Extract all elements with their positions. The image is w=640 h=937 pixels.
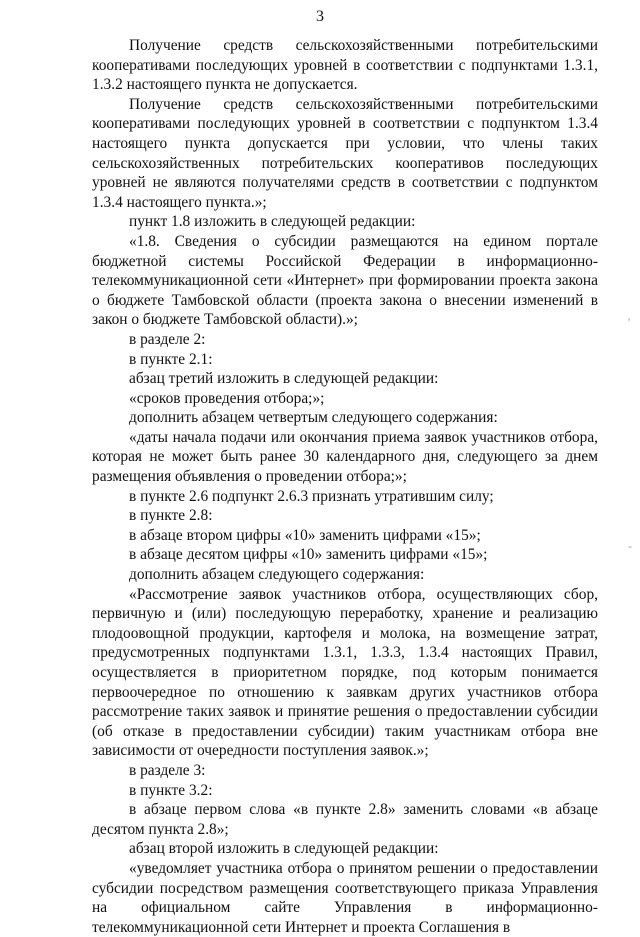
margin-mark: ' — [628, 315, 631, 329]
paragraph: дополнить абзацем четвертым следующего содержания: — [129, 409, 498, 427]
paragraph: абзац второй изложить в следующей редакции: — [129, 840, 439, 858]
paragraph: в абзаце втором цифры «10» заменить цифрами «15»; — [129, 526, 481, 544]
paragraph: «уведомляет участника отбора о принятом решении о предоставлении субсидии посредством размещения соответствующего приказа Управления на официальном сайте Управления в информационно-телекоммуникационной сети Интернет и проекта Соглашения в — [92, 859, 598, 936]
paragraph: в разделе 3: — [129, 761, 206, 779]
margin-mark: - — [628, 539, 632, 553]
document-body — [92, 36, 598, 937]
paragraph: пункт 1.8 изложить в следующей редакции: — [129, 213, 416, 231]
paragraph: в разделе 2: — [129, 330, 206, 348]
paragraph: «даты начала подачи или окончания приема заявок участников отбора, которая не может быть ранее 30 календарного дня, следующего за днем размещения объявления о проведении отбора;»; — [92, 428, 598, 486]
paragraph: в абзаце десятом цифры «10» заменить цифрами «15»; — [129, 546, 488, 564]
paragraph: «сроков проведения отбора;»; — [129, 389, 325, 407]
paragraph: «Рассмотрение заявок участников отбора, осуществляющих сбор, первичную и (или) последующую переработку, хранение и реализацию плодоовощной продукции, картофеля и молока, на возмещение затрат, предусмотренных подпунктами 1.3.1, 1.3.3, 1.3.4 настоящих Правил, осуществляется в приоритетном порядке, под которым понимается первоочередное по отношению к заявкам других участников отбора рассмотрение таких заявок и принятие решения о предоставлении субсидии (об отказе в предоставлении субсидии) таким участникам отбора вне зависимости от очередности поступления заявок.»; — [92, 585, 598, 760]
paragraph: в пункте 2.1: — [129, 350, 213, 368]
paragraph: дополнить абзацем следующего содержания: — [129, 566, 425, 584]
paragraph: Получение средств сельскохозяйственными потребительскими кооперативами последующих уровней в соответствии с подпунктами 1.3.1, 1.3.2 настоящего пункта не допускается. — [92, 37, 598, 94]
paragraph: Получение средств сельскохозяйственными потребительскими кооперативами последующих уровней в соответствии с подпунктом 1.3.4 настоящего пункта допускается при условии, что члены таких сельскохозяйственных потребительских кооперативов последующих уровней не являются получателями средств в соответствии с подпунктом 1.3.4 настоящего пункта.»; — [92, 95, 598, 211]
paragraph: абзац третий изложить в следующей редакции: — [129, 370, 439, 388]
paragraph: в абзаце первом слова «в пункте 2.8» заменить словами «в абзаце десятом пункта 2.8»; — [92, 801, 598, 838]
paragraph: в пункте 2.6 подпункт 2.6.3 признать утратившим силу; — [129, 487, 494, 505]
paragraph: в пункте 3.2: — [129, 781, 213, 799]
paragraph: в пункте 2.8: — [129, 507, 213, 525]
page-number: 3 — [316, 8, 324, 25]
paragraph: «1.8. Сведения о субсидии размещаются на едином портале бюджетной системы Российской Федерации в информационно-телекоммуникационной сети «Интернет» при формировании проекта закона о бюджете Тамбовской области (проекта закона о внесении изменений в закон о бюджете Тамбовской области).»; — [92, 232, 598, 329]
